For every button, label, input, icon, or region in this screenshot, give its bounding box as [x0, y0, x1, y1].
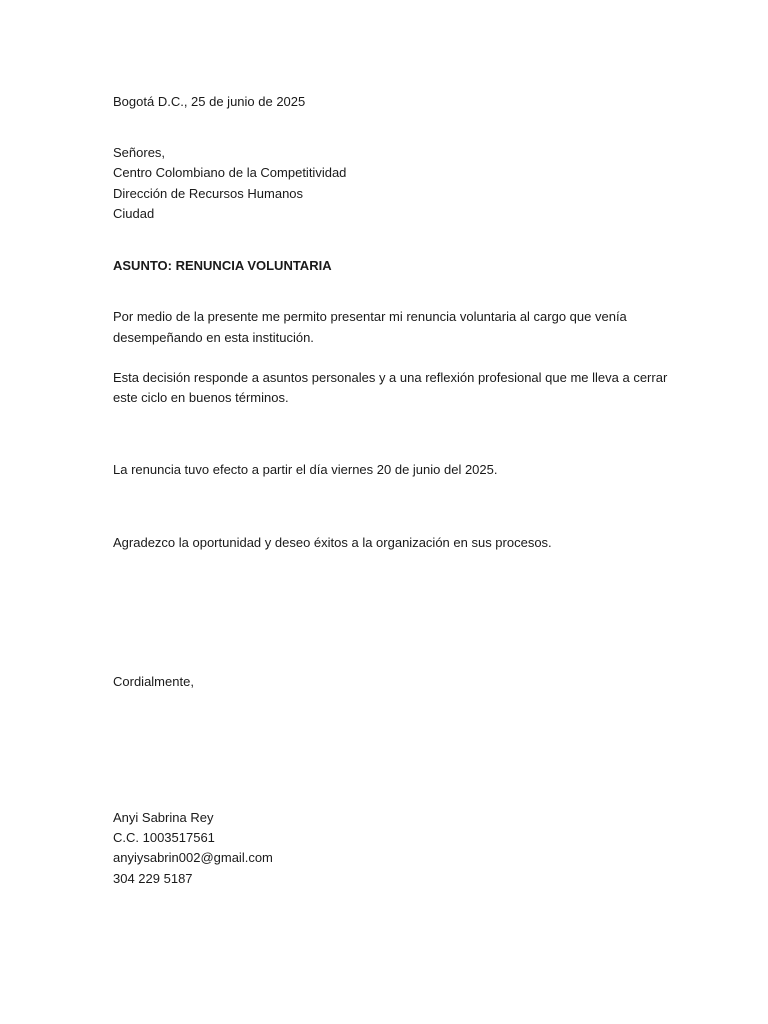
body-paragraph-1-line-2: desempeñando en esta institución.	[113, 330, 314, 345]
body-paragraph-2-line-2: este ciclo en buenos términos.	[113, 390, 289, 405]
body-paragraph-1-line-1: Por medio de la presente me permito presentar mi renuncia voluntaria al cargo que venía	[113, 309, 627, 324]
recipient-organization: Centro Colombiano de la Competitividad	[113, 165, 347, 180]
body-paragraph-2-line-1: Esta decisión responde a asuntos personales y a una reflexión profesional que me lleva a cerrar	[113, 370, 668, 385]
signature-name: Anyi Sabrina Rey	[113, 810, 214, 825]
date-line: Bogotá D.C., 25 de junio de 2025	[113, 94, 306, 109]
signature-email: anyiysabrin002@gmail.com	[113, 850, 273, 865]
recipient-department: Dirección de Recursos Humanos	[113, 186, 304, 201]
recipient-salutation: Señores,	[113, 145, 166, 160]
closing-line: Cordialmente,	[113, 674, 194, 689]
body-paragraph-4: Agradezco la oportunidad y deseo éxitos a la organización en sus procesos.	[113, 535, 552, 550]
recipient-city: Ciudad	[113, 206, 155, 221]
subject-line: ASUNTO: RENUNCIA VOLUNTARIA	[113, 258, 332, 273]
signature-id: C.C. 1003517561	[113, 830, 215, 845]
signature-phone: 304 229 5187	[113, 871, 193, 886]
body-paragraph-3: La renuncia tuvo efecto a partir el día viernes 20 de junio del 2025.	[113, 462, 498, 477]
